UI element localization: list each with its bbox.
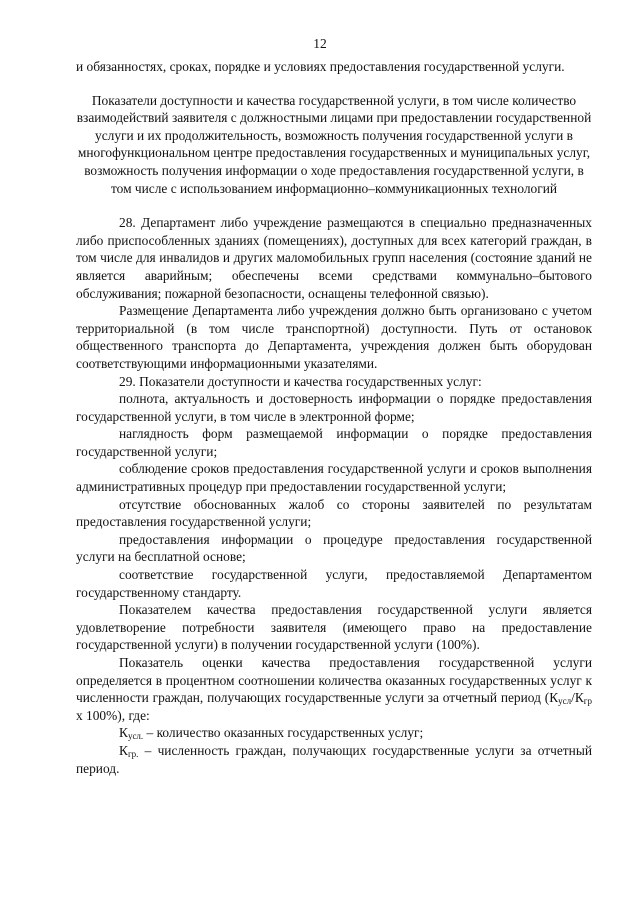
definition-kusl [76,724,592,742]
formula-sub-gr: гр [583,696,592,707]
paragraph-quality-indicator: Показателем качества предоставления государственной услуги является удовлетворение потребности заявителя (имеющего право на предоставление государственной услуги) в получении государственной услуги (100%). [76,602,592,653]
definition-text: – численность граждан, получающих государственные услуги за отчетный период. [76,742,592,776]
section-heading: Показатели доступности и качества государственной услуги, в том числе количество взаимодействий заявителя с должностными лицами при предоставлении государственной услуги и их продолжительность, возможность получения государственной услуги в многофункциональном центре предоставления государственных и муниципальных услуг, возможность получения информации о ходе предоставления государственной услуги, в том числе с использованием информационно–коммуникационных технологий [76,92,592,196]
definition-text: – количество оказанных государственных услуг; [143,725,424,741]
list-item-free-info: предоставления информации о процедуре предоставления государственной услуги на бесплатной основе; [76,531,592,565]
formula-tail: х 100%), где: [76,707,150,723]
definition-kgr [76,742,592,777]
document-body [76,58,592,777]
list-item-completeness: полнота, актуальность и достоверность информации о порядке предоставления государственной услуги, в том числе в электронной форме; [76,391,592,424]
list-item-deadlines: соблюдение сроков предоставления государственной услуги и сроков выполнения административных процедур при предоставлении государственной услуги; [76,461,592,495]
page-number: 12 [313,36,327,51]
list-item-visibility: наглядность форм размещаемой информации о порядке предоставления государственной услуги; [76,426,592,459]
paragraph-placement: Размещение Департамента либо учреждения должно быть организовано с учетом территориальной (в том числе транспортной) доступности. Путь от остановок общественного транспорта до Департамента, учреждения должен быть оборудован соответствующими информационными указателями. [76,303,592,371]
definition-subscript: гр. [127,748,139,759]
definition-symbol: К [119,742,128,758]
formula-intro-text: Показатель оценки качества предоставления государственной услуги определяется в процентном соотношении количества оказанных государственных услуг к численности граждан, получающих государственные услуги за отчетный период (К [76,655,592,706]
formula-slash: /К [571,690,584,706]
list-item-complaints: отсутствие обоснованных жалоб со стороны заявителей по результатам предоставления государственной услуги; [76,496,592,530]
paragraph-29: 29. Показатели доступности и качества государственных услуг: [119,373,482,389]
paragraph-evaluation-formula [76,654,592,724]
list-item-standard: соответствие государственной услуги, предоставляемой Департаментом государственному стандарту. [76,567,592,600]
definition-symbol: К [119,725,128,741]
definition-subscript: усл. [127,731,144,742]
paragraph-28: 28. Департамент либо учреждение размещаются в специально предназначенных либо приспособленных зданиях (помещениях), доступных для всех категорий граждан, в том числе для инвалидов и других маломобильных групп населения (состояние зданий не является аварийным; обеспечены всеми средствами коммунально–бытового обслуживания; пожарной безопасности, оснащены телефонной связью). [76,215,592,301]
paragraph-continuation: и обязанностях, сроках, порядке и условиях предоставления государственной услуги. [76,59,565,74]
formula-sub-usl: усл [558,696,572,707]
